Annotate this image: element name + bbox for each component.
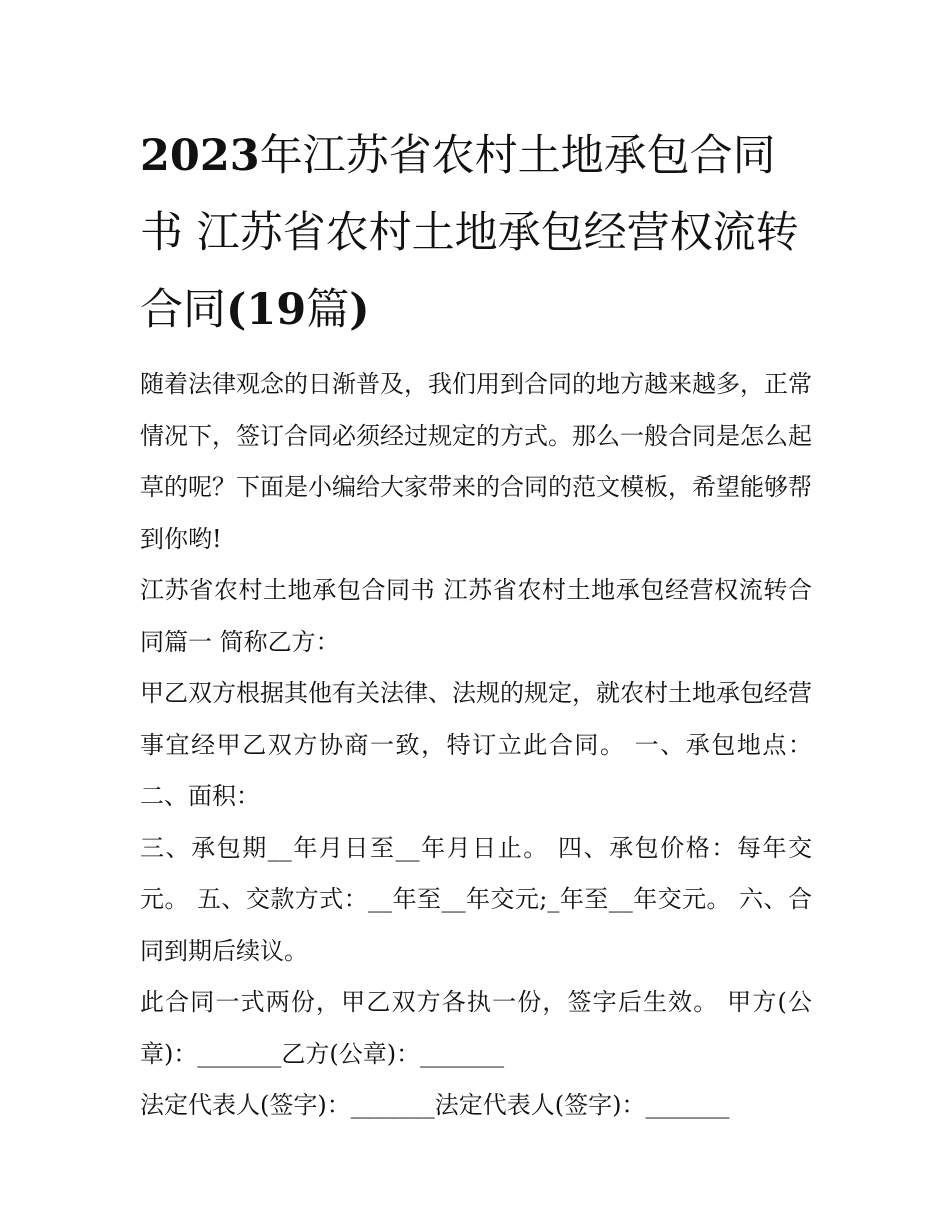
title-text: 年江苏省农村土地承包合同书 江苏省农村土地承包经营权流转合同 [140, 131, 799, 335]
section-heading-paragraph: 江苏省农村土地承包合同书 江苏省农村土地承包经营权流转合同篇一 简称乙方： [140, 576, 812, 656]
title-count-close: ) [349, 285, 370, 335]
document-page [140, 118, 812, 1132]
title-year: 2023 [140, 131, 260, 181]
signature-paragraph: 此合同一式两份，甲乙双方各执一份，签字后生效。 甲方(公章)：_______乙方(公章)：_______ [140, 988, 812, 1068]
contract-clause-paragraph: 甲乙双方根据其他有关法律、法规的规定，就农村土地承包经营事宜经甲乙双方协商一致，特订立此合同。 一、承包地点： 二、面积： [140, 679, 812, 810]
contract-terms-paragraph: 三、承包期__年月日至__年月日止。 四、承包价格：每年交元。 五、交款方式：__年至__年交元;_年至__年交元。 六、合同到期后续议。 [140, 833, 812, 965]
representative-signature-paragraph: 法定代表人(签字)：_______法定代表人(签字)：_______ [140, 1091, 730, 1119]
document-title [140, 118, 812, 349]
title-count-unit: 篇 [306, 285, 350, 335]
intro-paragraph: 随着法律观念的日渐普及，我们用到合同的地方越来越多，正常情况下，签订合同必须经过规定的方式。那么一般合同是怎么起草的呢？下面是小编给大家带来的合同的范文模板，希望能够帮到你哟! [140, 370, 812, 553]
title-count-open: (19 [226, 285, 307, 335]
